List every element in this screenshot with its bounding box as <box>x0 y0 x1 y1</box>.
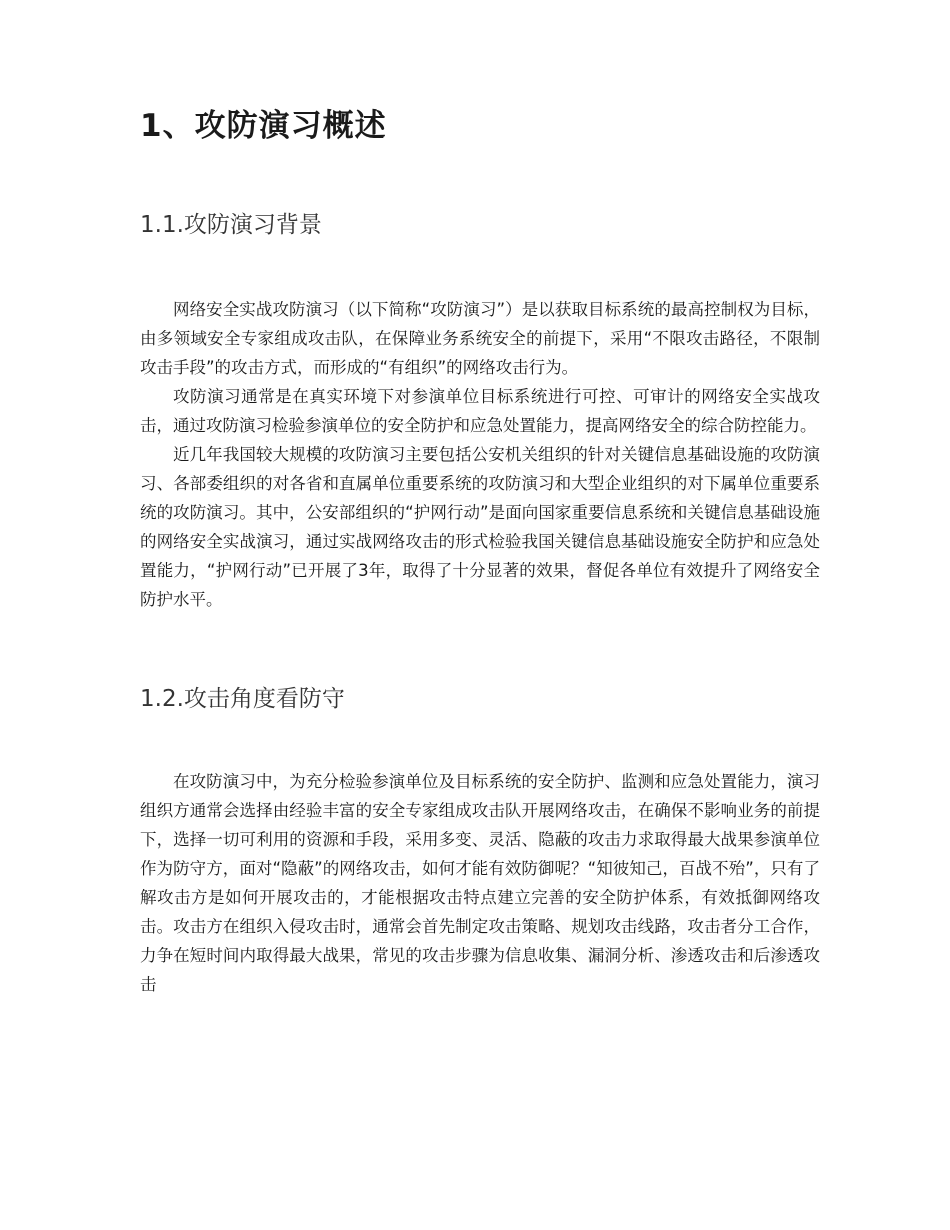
paragraph: 攻防演习通常是在真实环境下对参演单位目标系统进行可控、可审计的网络安全实战攻击，通过攻防演习检验参演单位的安全防护和应急处置能力，提高网络安全的综合防控能力。 <box>140 387 820 435</box>
document-title: 1、攻防演习概述 <box>140 108 387 144</box>
section-body-background <box>140 295 820 614</box>
paragraph: 在攻防演习中，为充分检验参演单位及目标系统的安全防护、监测和应急处置能力，演习组织方通常会选择由经验丰富的安全专家组成攻击队开展网络攻击，在确保不影响业务的前提下，选择一切可利用的资源和手段，采用多变、灵活、隐蔽的攻击力求取得最大战果参演单位作为防守方，面对“隐蔽”的网络攻击，如何才能有效防御呢？“知彼知己，百战不殆”，只有了解攻击方是如何开展攻击的，才能根据攻击特点建立完善的安全防护体系，有效抵御网络攻击。攻击方在组织入侵攻击时，通常会首先制定攻击策略、规划攻击线路，攻击者分工合作，力争在短时间内取得最大战果，常见的攻击步骤为信息收集、漏洞分析、渗透攻击和后渗透攻击 <box>140 772 820 994</box>
paragraph: 网络安全实战攻防演习（以下简称“攻防演习”）是以获取目标系统的最高控制权为目标，由多领域安全专家组成攻击队，在保障业务系统安全的前提下，采用“不限攻击路径，不限制攻击手段”的攻击方式，而形成的“有组织”的网络攻击行为。 <box>140 300 820 377</box>
section-body-attack-view <box>140 767 820 999</box>
paragraph: 近几年我国较大规模的攻防演习主要包括公安机关组织的针对关键信息基础设施的攻防演习、各部委组织的对各省和直属单位重要系统的攻防演习和大型企业组织的对下属单位重要系统的攻防演习。其中，公安部组织的“护网行动”是面向国家重要信息系统和关键信息基础设施的网络安全实战演习，通过实战网络攻击的形式检验我国关键信息基础设施安全防护和应急处置能力，“护网行动”已开展了3年，取得了十分显著的效果，督促各单位有效提升了网络安全防护水平。 <box>140 445 820 609</box>
section-heading-background: 1.1.攻防演习背景 <box>140 212 322 238</box>
section-heading-attack-view: 1.2.攻击角度看防守 <box>140 686 345 712</box>
